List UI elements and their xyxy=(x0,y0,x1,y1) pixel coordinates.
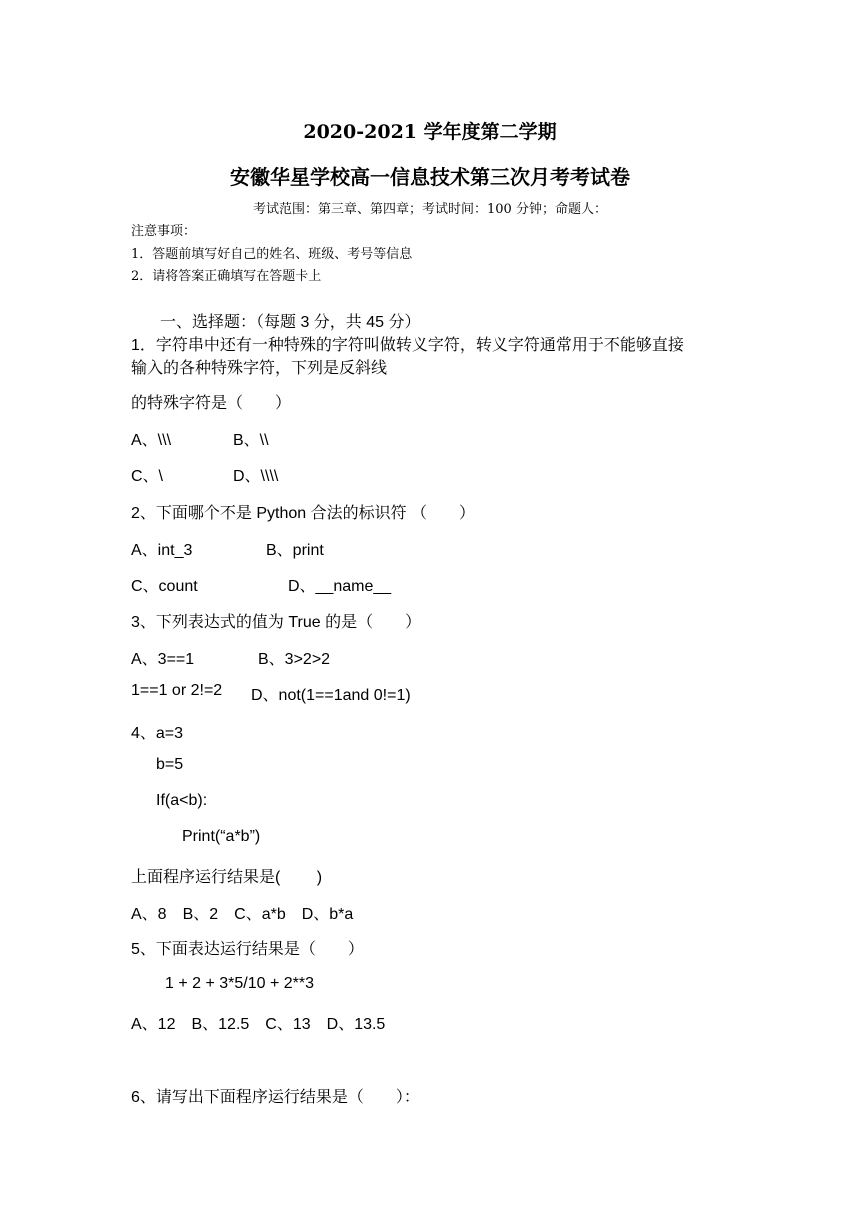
q5-options: A、12 B、12.5 C、13 D、13.5 xyxy=(131,1016,386,1033)
q1-option-c: C、\ xyxy=(131,468,164,485)
q1-line2: 输入的各种特殊字符，下列是反斜线 xyxy=(131,360,388,377)
q3-stem: 3、下列表达式的值为 True 的是（ ） xyxy=(131,614,422,631)
exam-title-term: 2020-2021 学年度第二学期 xyxy=(303,121,557,143)
q4-options: A、8 B、2 C、a*b D、b*a xyxy=(131,906,354,923)
exam-info: 考试范围：第三章、第四章；考试时间：100 分钟；命题人： xyxy=(253,202,607,217)
q4-ask: 上面程序运行结果是( ) xyxy=(131,869,323,886)
q5-expression: 1 + 2 + 3*5/10 + 2**3 xyxy=(165,975,315,992)
exam-title-school: 安徽华星学校高一信息技术第三次月考考试卷 xyxy=(230,165,630,189)
q1-option-a: A、\\\ xyxy=(131,432,172,449)
q2-stem: 2、下面哪个不是 Python 合法的标识符 （ ） xyxy=(131,505,476,522)
q2-option-a: A、int_3 xyxy=(131,542,193,559)
q3-option-a: A、3==1 xyxy=(131,651,195,668)
note-item-1: 1．答题前填写好自己的姓名、班级、考号等信息 xyxy=(131,247,413,262)
q2-option-c: C、count xyxy=(131,578,198,595)
q3-option-b: B、3>2>2 xyxy=(258,651,331,668)
q1-option-d: D、\\\\ xyxy=(233,468,279,485)
q3-option-d: D、not(1==1and 0!=1) xyxy=(251,687,411,704)
q1-line3: 的特殊字符是（ ） xyxy=(131,395,292,412)
section-heading-choice: 一、选择题：（每题 3 分，共 45 分） xyxy=(160,314,421,331)
notes-heading: 注意事项： xyxy=(131,224,197,239)
q4-code-line-2: If(a<b): xyxy=(156,792,208,809)
q4-code-line-1: b=5 xyxy=(156,756,184,773)
q5-stem: 5、下面表达运行结果是（ ） xyxy=(131,941,364,958)
q6-stem: 6、请写出下面程序运行结果是（ ）： xyxy=(131,1089,420,1106)
q4-code-line-3: Print(“a*b”) xyxy=(182,828,261,845)
q1-line1: 1．字符串中还有一种特殊的字符叫做转义字符，转义字符通常用于不能够直接 xyxy=(131,337,684,354)
q2-option-d: D、__name__ xyxy=(288,578,392,595)
q1-option-b: B、\\ xyxy=(233,432,269,449)
q4-stem: 4、a=3 xyxy=(131,725,184,742)
q3-option-c: 1==1 or 2!=2 xyxy=(131,682,223,699)
note-item-2: 2．请将答案正确填写在答题卡上 xyxy=(131,269,322,284)
q2-option-b: B、print xyxy=(266,542,324,559)
